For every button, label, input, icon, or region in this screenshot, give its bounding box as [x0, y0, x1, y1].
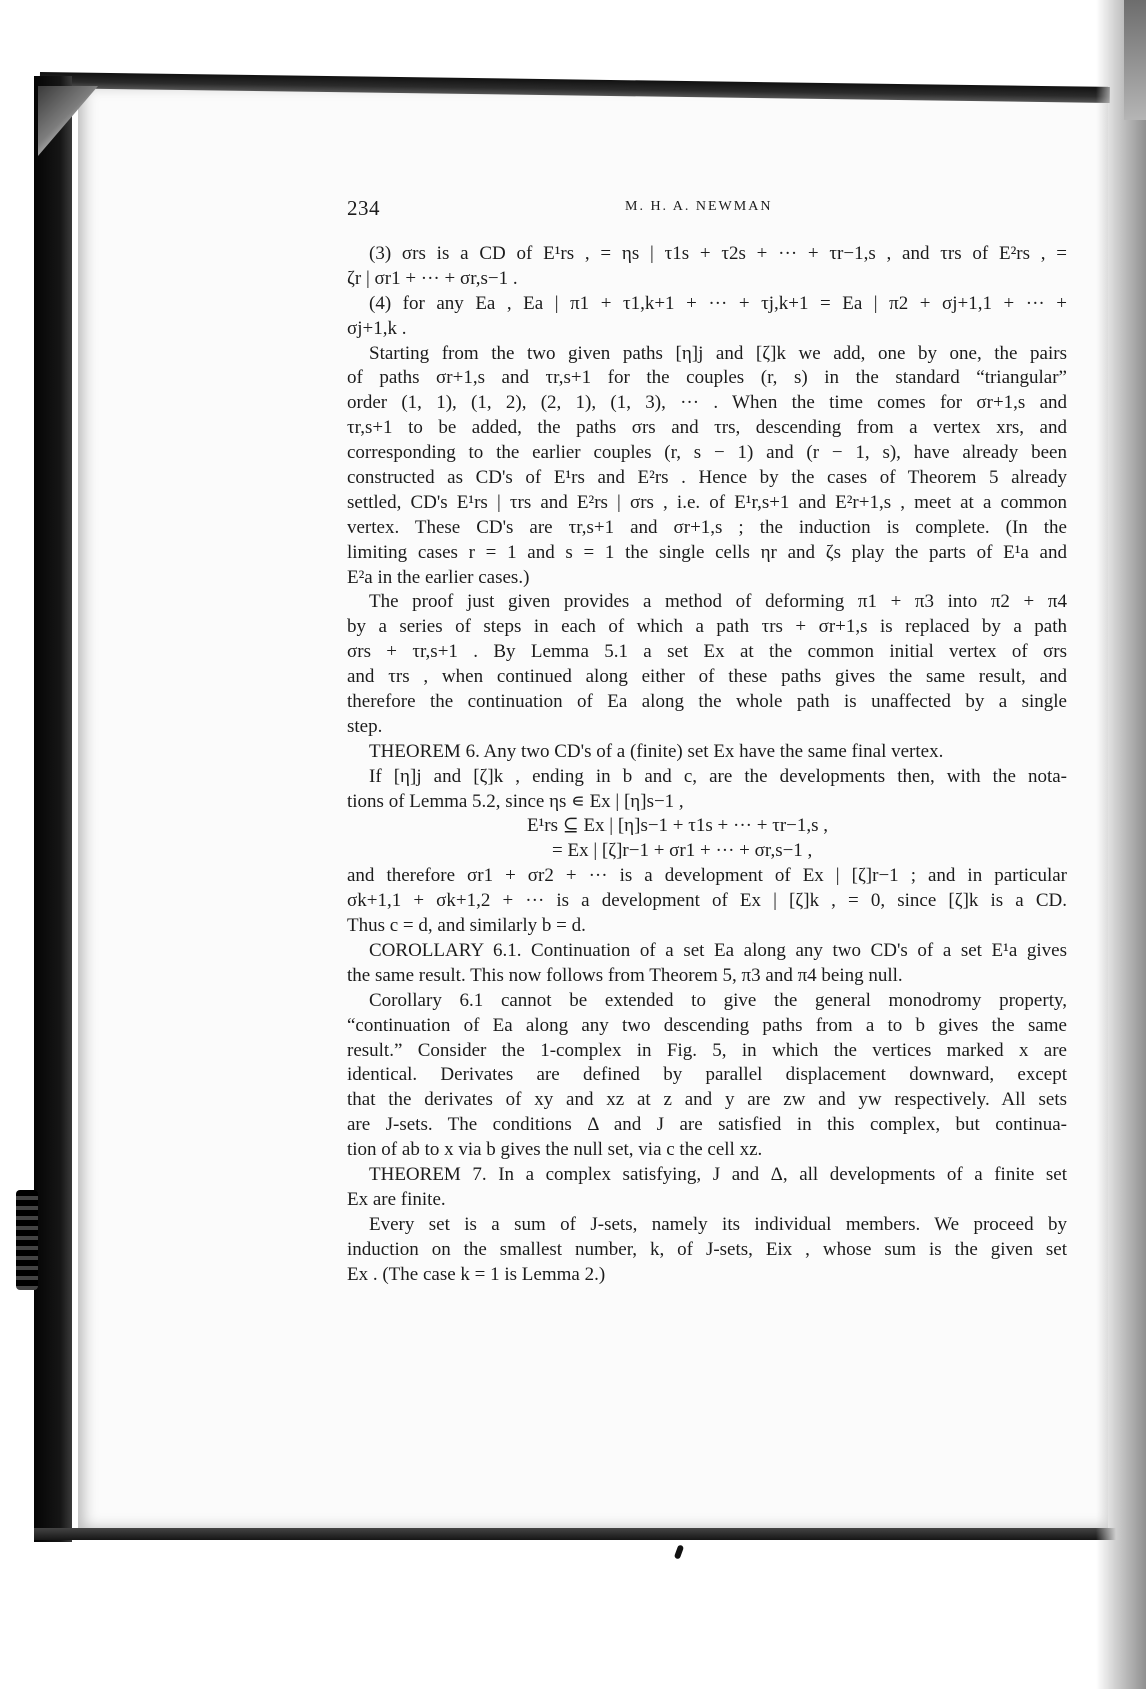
- text-line: therefore the continuation of Ea along the whole path is unaffected by a single: [347, 691, 1067, 713]
- text-line: = Ex | [ζ]r−1 + σr1 + ··· + σr,s−1 ,: [552, 840, 813, 862]
- text-line: THEOREM 6. Any two CD's of a (finite) set Ex have the same final vertex.: [369, 740, 944, 762]
- text-line: of paths σr+1,s and τr,s+1 for the couples (r, s) in the standard “triangular”: [347, 367, 1067, 389]
- text-line: COROLLARY 6.1. Continuation of a set Ea along any two CD's of a set E¹a gives: [369, 939, 1067, 961]
- text-line: identical. Derivates are defined by parallel displacement downward, except: [347, 1064, 1067, 1086]
- book-spine: [34, 76, 72, 1542]
- text-line: Every set is a sum of J-sets, namely its individual members. We proceed by: [369, 1213, 1067, 1235]
- text-line: result.” Consider the 1-complex in Fig. 5, in which the vertices marked x are: [347, 1039, 1067, 1061]
- text-line: tions of Lemma 5.2, since ηs ∊ Ex | [η]s−1 ,: [347, 790, 684, 812]
- text-line: corresponding to the earlier couples (r, s − 1) and (r − 1, s), have already been: [347, 442, 1067, 464]
- text-line: E²a in the earlier cases.): [347, 566, 530, 588]
- text-line: step.: [347, 715, 383, 737]
- text-line: are J-sets. The conditions Δ and J are satisfied in this complex, but continua-: [347, 1114, 1067, 1136]
- text-line: Starting from the two given paths [η]j and [ζ]k we add, one by one, the pairs: [369, 342, 1067, 364]
- text-line: settled, CD's E¹rs | τrs and E²rs | σrs , i.e. of E¹r,s+1 and E²r+1,s , meet at a common: [347, 491, 1067, 513]
- text-line: by a series of steps in each of which a path τrs + σr+1,s is replaced by a path: [347, 616, 1067, 638]
- text-line: order (1, 1), (1, 2), (2, 1), (1, 3), ··· . When the time comes for σr+1,s and: [347, 392, 1067, 414]
- text-body: [347, 242, 1067, 1287]
- text-line: (3) σrs is a CD of E¹rs , = ηs | τ1s + τ2s + ··· + τr−1,s , and τrs of E²rs , =: [369, 243, 1067, 264]
- page-right-edge-shadow: [1096, 0, 1146, 1689]
- text-line: τr,s+1 to be added, the paths σrs and τrs, descending from a vertex xrs, and: [347, 417, 1067, 439]
- text-line: Ex are finite.: [347, 1188, 446, 1210]
- text-line: ζr | σr1 + ··· + σr,s−1 .: [347, 267, 518, 289]
- text-line: If [η]j and [ζ]k , ending in b and c, are the developments then, with the nota-: [369, 765, 1067, 787]
- text-line: tion of ab to x via b gives the null set, via c the cell xz.: [347, 1139, 763, 1161]
- text-line: and τrs , when continued along either of these paths gives the same result, and: [347, 666, 1067, 688]
- text-line: The proof just given provides a method of deforming π1 + π3 into π2 + π4: [369, 591, 1067, 613]
- text-line: E¹rs ⊆ Ex | [η]s−1 + τ1s + ··· + τr−1,s ,: [527, 815, 829, 837]
- text-line: and therefore σr1 + σr2 + ··· is a development of Ex | [ζ]r−1 ; and in particular: [347, 865, 1067, 887]
- text-line: Corollary 6.1 cannot be extended to give the general monodromy property,: [369, 989, 1067, 1011]
- text-line: that the derivates of xy and xz at z and y are zw and yw respectively. All sets: [347, 1089, 1067, 1111]
- text-line: σrs + τr,s+1 . By Lemma 5.1 a set Ex at the common initial vertex of σrs: [347, 641, 1067, 663]
- text-line: Ex . (The case k = 1 is Lemma 2.): [347, 1263, 606, 1285]
- page-right-edge-dark: [1124, 0, 1146, 120]
- text-line: constructed as CD's of E¹rs and E²rs . Hence by the cases of Theorem 5 already: [347, 467, 1067, 489]
- text-line: induction on the smallest number, k, of J-sets, Eix , whose sum is the given set: [347, 1238, 1067, 1260]
- text-line: (4) for any Ea , Ea | π1 + τ1,k+1 + ··· + τj,k+1 = Ea | π2 + σj+1,1 + ··· +: [369, 292, 1067, 314]
- text-line: vertex. These CD's are τr,s+1 and σr+1,s ; the induction is complete. (In the: [347, 516, 1067, 538]
- text-line: σj+1,k .: [347, 317, 407, 339]
- book-bottom-edge: [34, 1528, 1134, 1540]
- text-line: “continuation of Ea along any two descending paths from a to b gives the same: [347, 1014, 1067, 1036]
- page-number: 234: [347, 196, 380, 220]
- text-line: Thus c = d, and similarly b = d.: [347, 915, 586, 937]
- spine-binding-stitch: [16, 1190, 38, 1290]
- text-line: THEOREM 7. In a complex satisfying, J and Δ, all developments of a finite set: [369, 1163, 1067, 1185]
- text-line: the same result. This now follows from Theorem 5, π3 and π4 being null.: [347, 964, 903, 986]
- running-title: M. H. A. NEWMAN: [625, 199, 773, 214]
- text-line: limiting cases r = 1 and s = 1 the single cells ηr and ζs play the parts of E¹a and: [347, 541, 1067, 563]
- running-head: [347, 196, 1067, 220]
- text-line: σk+1,1 + σk+1,2 + ··· is a development of Ex | [ζ]k , = 0, since [ζ]k is a CD.: [347, 890, 1067, 912]
